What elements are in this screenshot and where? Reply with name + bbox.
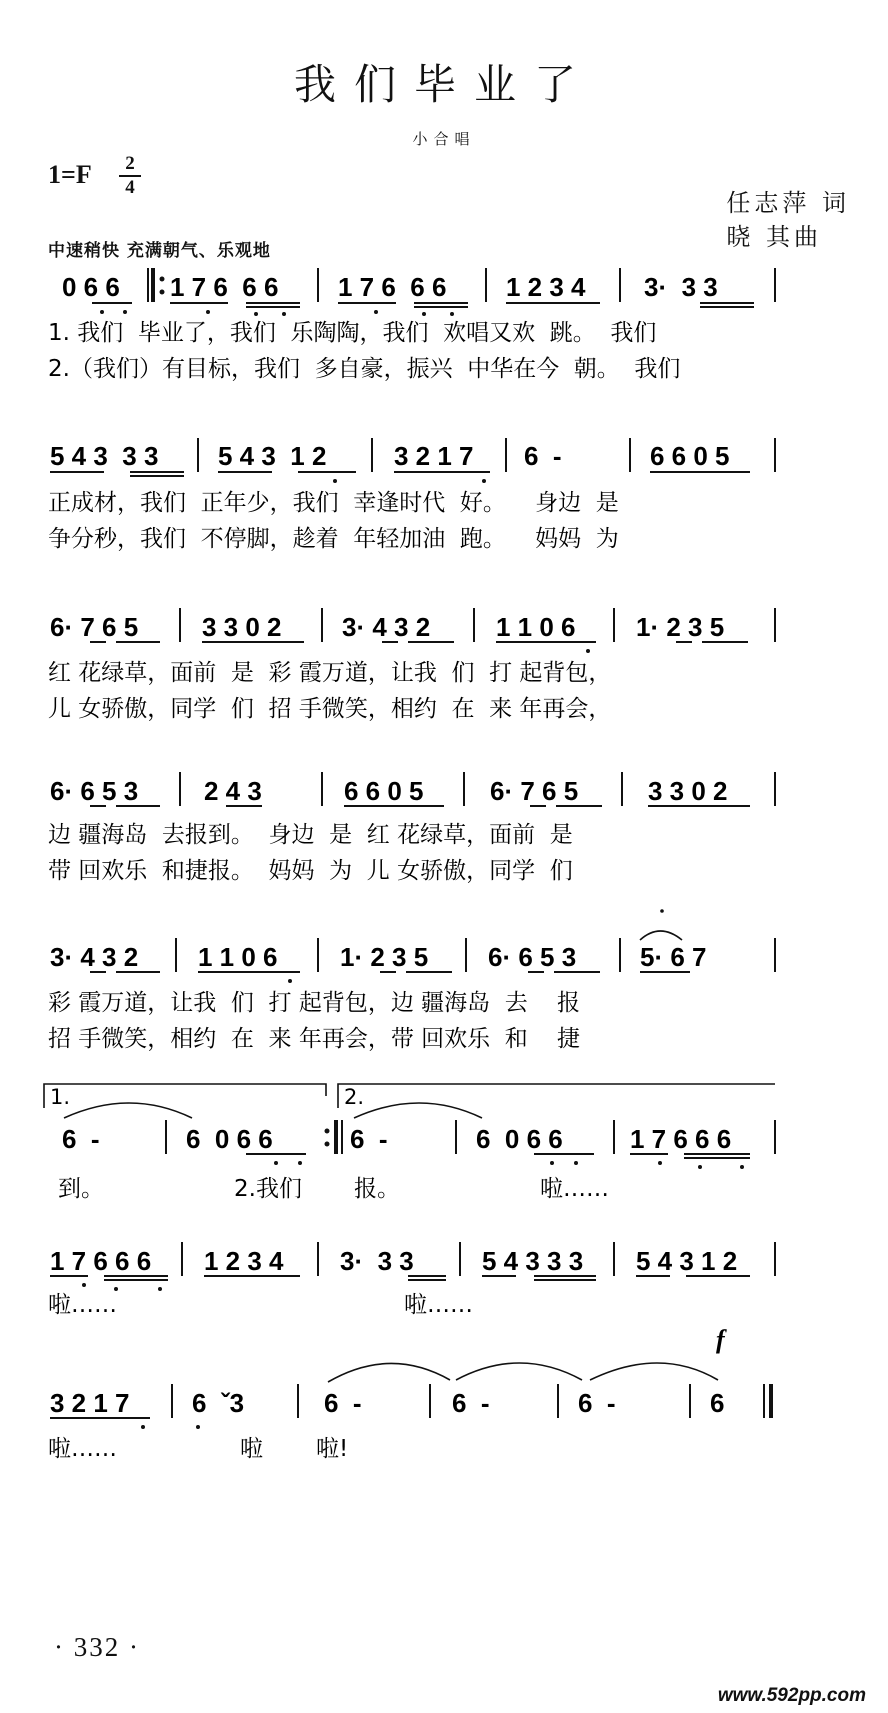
lyric-line: 边 疆海岛 去报到。 身边 是 红 花绿草，面前 是 [48, 822, 573, 848]
measure-text: 1 7 6 6 6 [630, 1124, 732, 1154]
lyric-line: 招 手微笑，相约 在 来 年再会，带 回欢乐 和 捷 [48, 1026, 581, 1052]
measure-text: 5 4 3 3 3 [482, 1246, 584, 1276]
system-2 [48, 438, 775, 552]
key-signature: 1=F [48, 160, 92, 189]
lyric-line: 带 回欢乐 和捷报。 妈妈 为 儿 女骄傲，同学 们 [48, 858, 573, 884]
accent-mark [660, 909, 664, 913]
measure-text: 3 3 0 2 [648, 776, 728, 806]
measure-text: 5· 6 7 [640, 942, 707, 972]
underlines [50, 1276, 750, 1280]
measure-text: 3· 4 3 2 [342, 612, 431, 642]
lyric-line: 争分秒，我们 不停脚，趁着 年轻加油 跑。 妈妈 为 [48, 526, 619, 552]
measure-text: 1 7 6 6 6 [170, 272, 279, 302]
measure-text: 6 6 0 5 [650, 441, 730, 471]
measure-text: 5 4 3 1 2 [636, 1246, 738, 1276]
measure-text: 1 1 0 6 [496, 612, 576, 642]
volta-1-bracket [44, 1084, 326, 1108]
measure-text: 5 4 3 1 2 [218, 441, 327, 471]
lyric-text: 啦…… [404, 1292, 473, 1318]
measure-text: 6 - [62, 1124, 100, 1154]
measure-text: 1· 2 3 5 [340, 942, 429, 972]
tie-arc [64, 1103, 192, 1118]
measure-text: 1 7 6 6 6 [50, 1246, 152, 1276]
tie-arc [456, 1363, 582, 1380]
lyricist: 任志萍 词 [726, 189, 850, 217]
octave-dots [82, 1283, 162, 1291]
system-7 [48, 1242, 775, 1318]
volta-2-label: 2. [344, 1085, 365, 1109]
octave-dots [586, 649, 590, 653]
system-5 [48, 909, 775, 1052]
lyric-line: 儿 女骄傲，同学 们 招 手微笑，相约 在 来 年再会， [48, 696, 612, 722]
system-3 [48, 608, 775, 722]
underlines [50, 472, 750, 476]
measure-text: 3 2 1 7 [50, 1388, 130, 1418]
measure-text: 6 - [452, 1388, 490, 1418]
system-8 [48, 1325, 771, 1462]
repeat-dots [325, 1129, 330, 1147]
time-top: 2 [125, 153, 135, 174]
measure-text: 5 4 3 3 3 [50, 441, 159, 471]
underlines [246, 1154, 750, 1158]
measure-text: 6 - [324, 1388, 362, 1418]
time-bottom: 4 [125, 177, 135, 198]
lyric-text: 啦…… [48, 1436, 117, 1462]
measure-text: 6 6 0 5 [344, 776, 424, 806]
measure-text: 6 - [578, 1388, 616, 1418]
measure-text: 6· 7 6 5 [490, 776, 579, 806]
measure-text: 0 6 6 [62, 272, 120, 302]
lyric-line: 正成材，我们 正年少，我们 幸逢时代 好。 身边 是 [48, 490, 619, 516]
measure-text: 2 4 3 [204, 776, 262, 806]
measure-text: 6 [710, 1388, 725, 1418]
measure-text: 1 7 6 6 6 [338, 272, 447, 302]
octave-dots [100, 310, 454, 316]
measure-text: 3 3 0 2 [202, 612, 282, 642]
tempo-marking: 中速稍快 充满朝气、乐观地 [48, 241, 271, 261]
system-4 [48, 772, 775, 884]
tie-arc [354, 1103, 482, 1118]
measure-text: 1 1 0 6 [198, 942, 278, 972]
song-subtitle: 小合唱 [412, 130, 476, 148]
measure-text: 1 2 3 4 [506, 272, 586, 302]
measure-text: 6· 6 5 3 [488, 942, 577, 972]
repeat-dots [160, 277, 165, 295]
measure-text: 6 - [350, 1124, 388, 1154]
lyric-line: 红 花绿草，面前 是 彩 霞万道，让我 们 打 起背包， [48, 660, 612, 686]
measure-text: 6 0 6 6 [186, 1124, 273, 1154]
lyric-text: 啦 [240, 1436, 263, 1462]
lyric-text: 啦…… [48, 1292, 117, 1318]
system-1 [48, 268, 775, 382]
lyric-text: 到。 [58, 1176, 104, 1202]
lyric-line: 2.（我们）有目标，我们 多自豪，振兴 中华在今 朝。 我们 [48, 356, 681, 382]
measure-text: 6 ˇ3 [192, 1388, 245, 1418]
octave-dots [333, 479, 486, 483]
measure-text: 1 2 3 4 [204, 1246, 284, 1276]
lyric-text: 2.我们 [234, 1176, 302, 1202]
tie-arc [328, 1363, 450, 1382]
watermark-link[interactable]: www.592pp.com [717, 1685, 866, 1706]
lyric-line: 彩 霞万道，让我 们 打 起背包，边 疆海岛 去 报 [48, 990, 581, 1016]
page-number: · 332 · [54, 1632, 140, 1662]
measure-text: 3· 3 3 [644, 272, 718, 302]
volta-1-label: 1. [50, 1085, 71, 1109]
measure-text: 3· 3 3 [340, 1246, 414, 1276]
underlines [92, 303, 754, 307]
song-title: 我们毕业了 [293, 60, 594, 109]
measure-text: 6 - [524, 441, 562, 471]
octave-dots [274, 1161, 744, 1169]
lyric-text: 报。 [354, 1176, 400, 1202]
dynamic-marking: f [716, 1325, 725, 1354]
lyric-text: 啦! [316, 1436, 349, 1462]
measure-text: 6· 7 6 5 [50, 612, 139, 642]
composer: 晓 其曲 [726, 223, 822, 251]
measure-text: 6 0 6 6 [476, 1124, 563, 1154]
octave-dots [288, 979, 292, 983]
lyric-line: 1. 我们 毕业了，我们 乐陶陶，我们 欢唱又欢 跳。 我们 [48, 320, 657, 346]
tie-arc [590, 1363, 718, 1380]
system-6 [44, 1084, 775, 1202]
measure-text: 3· 4 3 2 [50, 942, 139, 972]
measure-text: 3 2 1 7 [394, 441, 474, 471]
measure-text: 6· 6 5 3 [50, 776, 139, 806]
tie-arc [640, 931, 682, 940]
measure-text: 1· 2 3 5 [636, 612, 725, 642]
lyric-text: 啦…… [540, 1176, 609, 1202]
octave-dots [141, 1425, 200, 1429]
